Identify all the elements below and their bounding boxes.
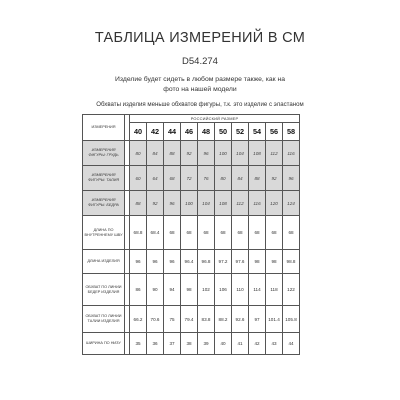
measurement-value: 88: [130, 191, 147, 216]
measurement-value: 94: [164, 274, 181, 306]
measurement-value: 102: [198, 274, 215, 306]
measurement-value: 68.4: [147, 216, 164, 250]
measurement-value: 41: [232, 333, 249, 355]
measurement-value: 96: [164, 250, 181, 274]
measurement-value: 92: [266, 166, 283, 191]
body-measurement-row: [83, 191, 300, 216]
measurement-value: 68: [198, 216, 215, 250]
measurement-value: 96.4: [181, 250, 198, 274]
measurement-value: 68: [249, 216, 266, 250]
measurement-value: 104: [232, 141, 249, 166]
body-measurement-row: [83, 166, 300, 191]
measurement-value: 84: [232, 166, 249, 191]
measurement-value: 97.6: [232, 250, 249, 274]
measurement-value: 112: [232, 191, 249, 216]
measurement-value: 66.2: [130, 306, 147, 333]
size-header-cell: 50: [215, 123, 232, 141]
measurement-value: 35: [130, 333, 147, 355]
measurement-value: 92: [147, 191, 164, 216]
measurement-value: 116: [283, 141, 300, 166]
size-table: [82, 114, 300, 355]
measurement-value: 88: [249, 166, 266, 191]
measurement-value: 36: [147, 333, 164, 355]
size-header-cell: 54: [249, 123, 266, 141]
measurement-value: 96: [198, 141, 215, 166]
size-header-cell: 46: [181, 123, 198, 141]
measurement-value: 72: [181, 166, 198, 191]
measurement-value: 92.6: [232, 306, 249, 333]
measurement-value: 98.8: [283, 250, 300, 274]
measurement-value: 44: [283, 333, 300, 355]
measurement-label: ДЛИНА ПО ВНУТРЕННЕМУ ШВУ: [83, 216, 125, 250]
measurement-value: 39: [198, 333, 215, 355]
measurement-label: ДЛИНА ИЗДЕЛИЯ: [83, 250, 125, 274]
measurement-value: 68: [181, 216, 198, 250]
fit-note: Изделие будет сидеть в любом размере также, как на фото на нашей модели: [115, 76, 285, 93]
measurement-value: 80: [215, 166, 232, 191]
measurement-value: 106: [215, 274, 232, 306]
measurement-label: ОБХВАТ ПО ЛИНИИ ТАЛИИ ИЗДЕЛИЯ: [83, 306, 125, 333]
measurement-value: 86: [130, 274, 147, 306]
measurement-value: 124: [283, 191, 300, 216]
measurement-value: 60: [130, 166, 147, 191]
measurement-value: 83.8: [198, 306, 215, 333]
measurement-value: 70.6: [147, 306, 164, 333]
size-header-cell: 40: [130, 123, 147, 141]
measurement-value: 96: [164, 191, 181, 216]
measurement-value: 88.2: [215, 306, 232, 333]
measurement-value: 64: [147, 166, 164, 191]
measurement-label: ИЗМЕРЕНИЯ ФИГУРЫ: БЕДРА: [83, 191, 125, 216]
measurement-value: 98: [249, 250, 266, 274]
measurement-value: 68.8: [130, 216, 147, 250]
garment-measurement-row: [83, 216, 300, 250]
measurement-value: 68: [266, 216, 283, 250]
measurement-value: 118: [266, 274, 283, 306]
measurement-value: 84: [147, 141, 164, 166]
corner-label: ИЗМЕРЕНИЯ: [83, 115, 125, 141]
measurement-value: 105.8: [283, 306, 300, 333]
measurement-value: 96: [283, 166, 300, 191]
measurement-value: 80: [130, 141, 147, 166]
measurement-value: 114: [249, 274, 266, 306]
stretch-note: Обхваты изделия меньше обхватов фигуры, т.к. это изделие с эластаном: [96, 101, 304, 108]
measurement-value: 43: [266, 333, 283, 355]
size-header-cell: 48: [198, 123, 215, 141]
size-header-cell: 56: [266, 123, 283, 141]
measurement-value: 96: [130, 250, 147, 274]
measurement-value: 100: [181, 191, 198, 216]
measurement-label: ШИРИНА ПО НИЗУ: [83, 333, 125, 355]
size-header-cell: 44: [164, 123, 181, 141]
garment-measurement-row: [83, 274, 300, 306]
measurement-value: 68: [232, 216, 249, 250]
measurement-value: 96: [147, 250, 164, 274]
measurement-value: 68: [215, 216, 232, 250]
measurement-value: 68: [164, 216, 181, 250]
measurement-value: 120: [266, 191, 283, 216]
measurement-value: 92: [181, 141, 198, 166]
size-header-cell: 58: [283, 123, 300, 141]
measurement-value: 98: [181, 274, 198, 306]
measurement-value: 75: [164, 306, 181, 333]
size-header-cell: 42: [147, 123, 164, 141]
measurement-value: 76: [198, 166, 215, 191]
garment-measurement-row: [83, 306, 300, 333]
measurement-value: 116: [249, 191, 266, 216]
measurement-value: 98: [266, 250, 283, 274]
measurement-value: 68: [283, 216, 300, 250]
measurement-label: ИЗМЕРЕНИЯ ФИГУРЫ: ТАЛИЯ: [83, 166, 125, 191]
model-code: D54.274: [182, 56, 218, 67]
garment-measurement-row: [83, 250, 300, 274]
measurement-value: 79.4: [181, 306, 198, 333]
measurement-value: 90: [147, 274, 164, 306]
measurement-value: 88: [164, 141, 181, 166]
garment-measurement-row: [83, 333, 300, 355]
measurement-value: 38: [181, 333, 198, 355]
measurement-value: 97: [249, 306, 266, 333]
measurement-value: 97.2: [215, 250, 232, 274]
measurement-value: 96.8: [198, 250, 215, 274]
measurement-value: 42: [249, 333, 266, 355]
page-title: ТАБЛИЦА ИЗМЕРЕНИЙ В СМ: [94, 30, 306, 46]
measurement-value: 68: [164, 166, 181, 191]
measurement-value: 122: [283, 274, 300, 306]
measurement-label: ИЗМЕРЕНИЯ ФИГУРЫ: ГРУДЬ: [83, 141, 125, 166]
measurement-value: 104: [198, 191, 215, 216]
measurement-label: ОБХВАТ ПО ЛИНИИ БЕДЕР ИЗДЕЛИЯ: [83, 274, 125, 306]
size-group-header: РОССИЙСКИЙ РАЗМЕР: [130, 115, 300, 123]
measurement-value: 112: [266, 141, 283, 166]
measurement-value: 110: [232, 274, 249, 306]
size-header-cell: 52: [232, 123, 249, 141]
measurement-value: 108: [215, 191, 232, 216]
measurement-value: 40: [215, 333, 232, 355]
body-measurement-row: [83, 141, 300, 166]
measurement-value: 37: [164, 333, 181, 355]
measurement-value: 101.4: [266, 306, 283, 333]
measurement-value: 108: [249, 141, 266, 166]
measurement-value: 100: [215, 141, 232, 166]
